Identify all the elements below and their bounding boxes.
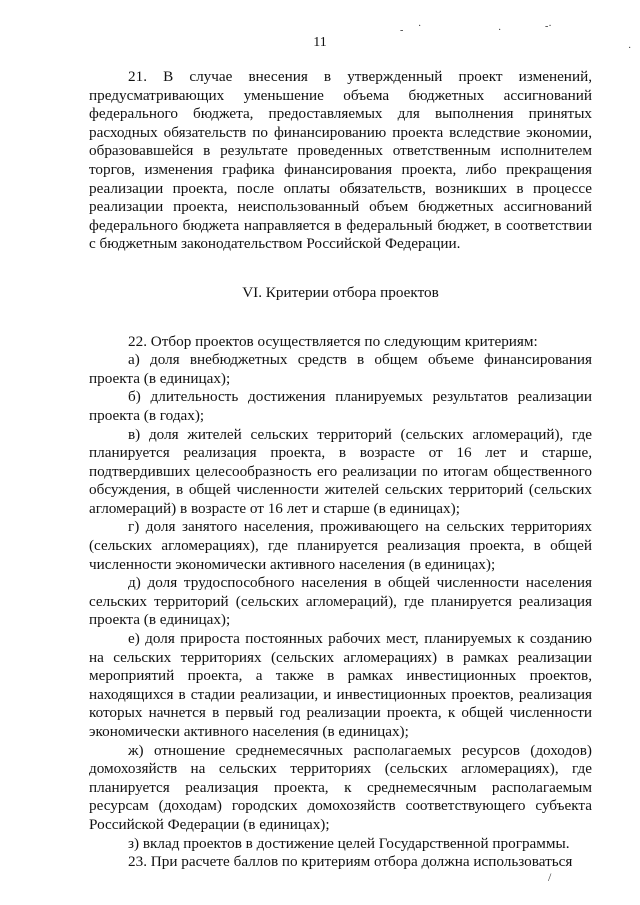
criterion-d: д) доля трудоспособного населения в общей численности населения сельских территорий (сельских агломераций), где планируется реализация проекта (в единицах);: [89, 574, 592, 629]
scan-mark: ·: [418, 21, 422, 32]
section-title: VI. Критерии отбора проектов: [242, 283, 439, 301]
criterion-v: в) доля жителей сельских территорий (сельских агломераций), где планируется реализация проекта, в возрасте от 16 лет и старше, подтвердивших целесообразность его реализации по итогам общественного обсуждения, в общей численности жителей сельских территорий (сельских агломераций) в возрасте от 16 лет и старше (в единицах);: [89, 425, 592, 517]
scan-mark: ·: [498, 25, 502, 36]
criterion-e: е) доля прироста постоянных рабочих мест, планируемых к созданию на сельских территориях (сельских агломерациях) в рамках реализации мероприятий проекта, а также в рамках инвестиционных проектов, находящихся в стадии реализации, и инвестиционных проектов, реализация которых начнется в первый год реализации проекта, к общей численности экономически активного населения (в единицах);: [89, 630, 592, 740]
document-body: [89, 68, 592, 872]
criterion-g: г) доля занятого населения, проживающего на сельских территориях (сельских агломерациях), где планируется реализация проекта, в общей численности экономически активного населения (в единицах);: [89, 518, 592, 573]
criterion-a: а) доля внебюджетных средств в общем объеме финансирования проекта (в единицах);: [89, 351, 592, 387]
scan-mark: ‐: [400, 25, 404, 36]
page-number: 11: [313, 35, 327, 50]
scan-mark: ‐·: [545, 21, 552, 32]
criterion-b: б) длительность достижения планируемых результатов реализации проекта (в годах);: [89, 388, 592, 424]
scan-mark: /: [548, 870, 552, 884]
paragraph-22: 22. Отбор проектов осуществляется по следующим критериям:: [128, 332, 538, 350]
criterion-z: з) вклад проектов в достижение целей Государственной программы.: [128, 834, 570, 852]
criterion-zh: ж) отношение среднемесячных располагаемых ресурсов (доходов) домохозяйств на сельских территориях (сельских агломерациях), где планируется реализация проекта, к среднемесячным располагаемым ресурсам (доходам) городских домохозяйств соответствующего субъекта Российской Федерации (в единицах);: [89, 741, 592, 833]
paragraph-21: 21. В случае внесения в утвержденный проект изменений, предусматривающих уменьшение объема бюджетных ассигнований федерального бюджета, предоставляемых для выполнения принятых расходных обязательств по финансированию проекта вследствие экономии, образовавшейся в результате проведенных ответственным исполнителем торгов, изменения графика финансирования проекта, либо прекращения реализации проекта, после оплаты обязательств, возникших в процессе реализации проекта, неиспользованный объем бюджетных ассигнований федерального бюджета направляется в федеральный бюджет, в соответствии с бюджетным законодательством Российской Федерации.: [89, 68, 592, 253]
scan-mark: ·: [628, 43, 632, 54]
paragraph-23: 23. При расчете баллов по критериям отбора должна использоваться: [128, 853, 573, 871]
